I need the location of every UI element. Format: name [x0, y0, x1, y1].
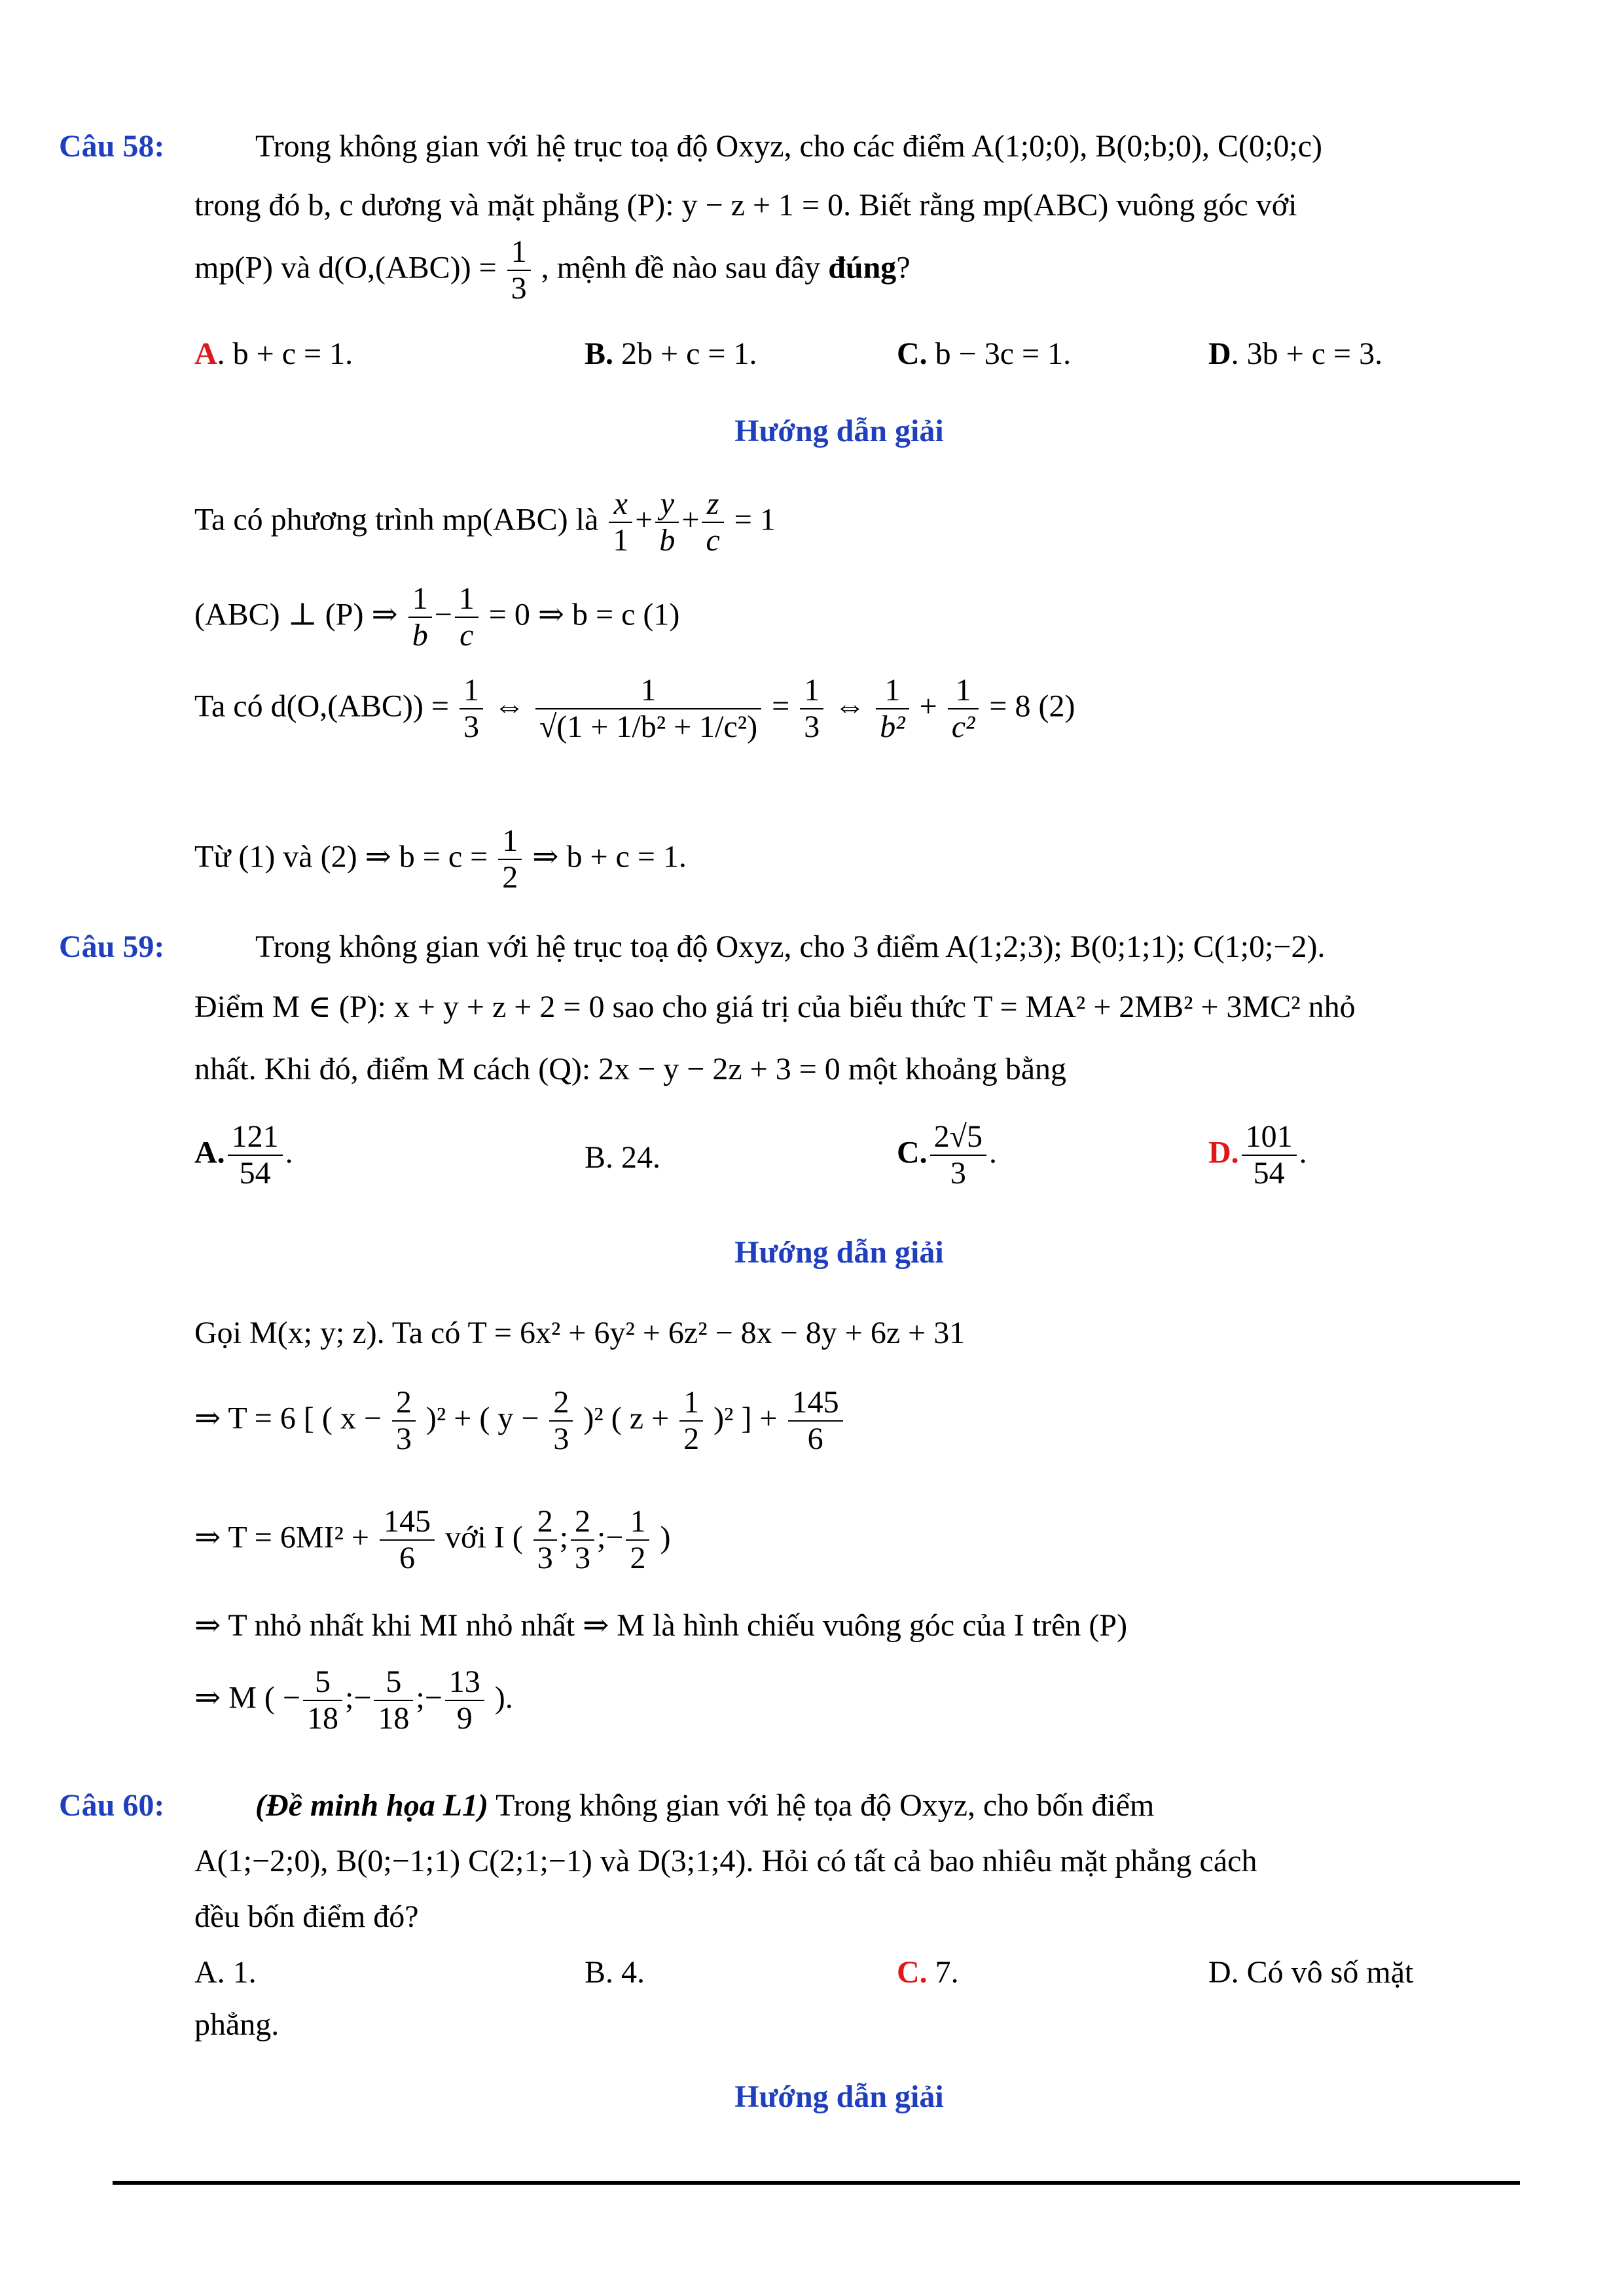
q59-solution-line-2: ⇒ T = 6 [ ( x − $\frac{2}{3}$ )² + ( y − $\frac{2}{3}$ )² ( z + $\frac{1}{2}$ )² ] + $\frac{145}{6}$ [194, 1386, 846, 1456]
q58-line-1: Trong không gian với hệ trục toạ độ Oxyz, cho các điểm A(1;0;0), B(0;b;0), C(0;0;c) [255, 129, 1322, 164]
q60-option-b: B. 4. [585, 1955, 645, 1990]
q59-option-d: D. $\frac{101}{54}$ . [1208, 1119, 1307, 1191]
q58-line-2: trong đó b, c dương và mặt phẳng (P): y − z + 1 = 0. Biết rằng mp(ABC) vuông góc với [194, 188, 1297, 223]
q58-frac-1-3: $\frac{1}{3}$ [507, 236, 531, 306]
q59-option-c: C. $\frac{2√5}{3}$ . [897, 1119, 998, 1191]
q58-solution-line-3: Ta có d(O,(ABC)) = $\frac{1}{3}$ ⇔ $\frac{1}{\text{√(1 + 1/b² + 1/c²)}}$ = $\frac{1}{3}$ ⇔ $\frac{1}{\text{b²}}$ + $\frac{1}{\text{c²}}$ = 8 (2) [194, 673, 1075, 745]
q59-line-2: Điểm M ∈ (P): x + y + z + 2 = 0 sao cho giá trị của biểu thức T = MA² + 2MB² + 3MC² nhỏ [194, 990, 1356, 1024]
q60-option-c: C. 7. [897, 1955, 959, 1990]
q58-option-b: B. 2b + c = 1. [585, 336, 757, 371]
q58-line-3-bold: đúng [828, 250, 897, 285]
question-58-label: Câu 58: [59, 129, 165, 164]
q60-solution-heading: Hướng dẫn giải [734, 2079, 944, 2114]
q58-line-3-b: , mệnh đề nào sau đây [541, 250, 821, 285]
question-60-label: Câu 60: [59, 1788, 165, 1823]
q60-line-1: (Đề minh họa L1) Trong không gian với hệ tọa độ Oxyz, cho bốn điểm [255, 1788, 1155, 1823]
q58-solution-line-1: Ta có phương trình mp(ABC) là $\frac{x}{1}$ + $\frac{y}{b}$ + $\frac{z}{c}$ = 1 [194, 486, 776, 558]
q59-solution-heading: Hướng dẫn giải [734, 1235, 944, 1270]
q60-line-3: đều bốn điểm đó? [194, 1899, 419, 1934]
q59-solution-line-3: ⇒ T = 6MI² + $\frac{145}{6}$ với I ( $\frac{2}{3}$ ; $\frac{2}{3}$ ;− $\frac{1}{2}$ ) [194, 1504, 671, 1576]
q59-solution-line-1: Gọi M(x; y; z). Ta có T = 6x² + 6y² + 6z² − 8x − 8y + 6z + 31 [194, 1316, 965, 1350]
q60-option-a: A. 1. [194, 1955, 257, 1990]
q58-option-d: D. 3b + c = 3. [1208, 336, 1383, 371]
q58-solution-heading: Hướng dẫn giải [734, 414, 944, 448]
q60-line-2: A(1;−2;0), B(0;−1;1) C(2;1;−1) và D(3;1;4). Hỏi có tất cả bao nhiêu mặt phẳng cách [194, 1844, 1257, 1878]
q59-solution-line-4: ⇒ T nhỏ nhất khi MI nhỏ nhất ⇒ M là hình chiếu vuông góc của I trên (P) [194, 1608, 1128, 1643]
q60-option-d-continuation: phẳng. [194, 2007, 280, 2042]
q58-line-3-end: ? [896, 250, 911, 285]
q59-option-a: A. $\frac{121}{54}$ . [194, 1119, 293, 1191]
q58-option-c: C. b − 3c = 1. [897, 336, 1072, 371]
q58-solution-line-2: (ABC) ⊥ (P) ⇒ $\frac{1}{b}$ − $\frac{1}{c}$ = 0 ⇒ b = c (1) [194, 581, 680, 653]
q58-line-3-a: mp(P) và d(O,(ABC)) = [194, 250, 497, 285]
q58-option-a: A. b + c = 1. [194, 336, 353, 371]
q59-option-b: B. 24. [585, 1140, 661, 1175]
footer-rule [113, 2181, 1520, 2185]
q60-option-d: D. Có vô số mặt [1208, 1955, 1414, 1990]
q58-solution-line-4: Từ (1) và (2) ⇒ b = c = $\frac{1}{2}$ ⇒ b + c = 1. [194, 823, 687, 895]
q59-solution-line-5: ⇒ M ( − $\frac{5}{18}$ ;− $\frac{5}{18}$ ;− $\frac{13}{9}$ ). [194, 1664, 513, 1736]
q59-line-1: Trong không gian với hệ trục toạ độ Oxyz, cho 3 điểm A(1;2;3); B(0;1;1); C(1;0;−2). [255, 929, 1326, 964]
question-59-label: Câu 59: [59, 929, 165, 964]
q59-line-3: nhất. Khi đó, điểm M cách (Q): 2x − y − 2z + 3 = 0 một khoảng bằng [194, 1052, 1067, 1086]
q58-line-3 [194, 236, 911, 306]
